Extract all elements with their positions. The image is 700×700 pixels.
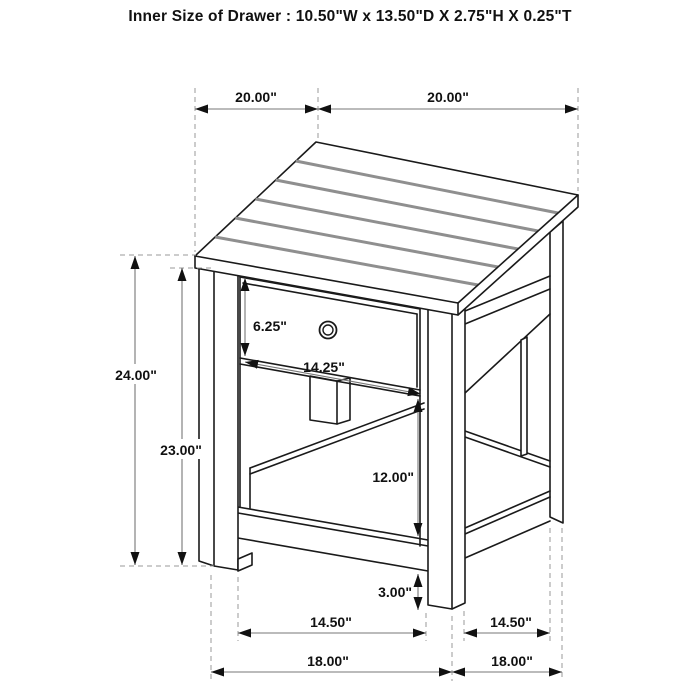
dim-side-leg-spacing: [464, 614, 550, 638]
dim-label-top-width-right: 20.00": [427, 89, 469, 105]
arrowhead-right: [537, 629, 550, 638]
arrowhead-left: [195, 105, 208, 114]
right-side-structure: [465, 276, 550, 558]
arrowhead-right: [565, 105, 578, 114]
side-shelf-apron-top: [465, 491, 550, 528]
dim-bottom-clearance: [378, 574, 422, 610]
dim-label-base-width-front: 18.00": [307, 653, 349, 669]
dim-label-front-leg-spacing: 14.50": [310, 614, 352, 630]
dim-label-top-width-left: 20.00": [235, 89, 277, 105]
front-left-leg: [199, 266, 252, 571]
diagram-title: Inner Size of Drawer : 10.50"W x 13.50"D X 2.75"H X 0.25"T: [128, 8, 572, 25]
dim-top-width-left: [195, 89, 318, 114]
shelf-back-edge-side-a: [465, 431, 550, 461]
arrowhead-up: [414, 574, 423, 587]
arrowhead-right: [305, 105, 318, 114]
tabletop: [195, 142, 578, 315]
back-right-leg: [550, 221, 563, 523]
arrowhead-right: [439, 668, 452, 677]
arrowhead-up: [178, 268, 187, 281]
shelf-front-rail-bottom: [238, 538, 428, 571]
arrowhead-up: [414, 399, 423, 412]
arrowhead-right: [549, 668, 562, 677]
arrowhead-left: [464, 629, 477, 638]
end-table-drawing: [195, 142, 578, 609]
dim-label-leg-height: 23.00": [160, 442, 202, 458]
dim-label-total-height: 24.00": [115, 367, 157, 383]
dim-base-depth-side: [452, 653, 562, 677]
dim-total-height: [108, 256, 164, 565]
front-left-leg-foot-side: [238, 553, 252, 571]
dim-label-drawer-width: 14.25": [303, 359, 345, 375]
shelf-front-rail-inner: [238, 513, 428, 546]
dim-label-shelf-opening: 12.00": [372, 469, 414, 485]
arrowhead-right: [413, 629, 426, 638]
front-right-leg: [428, 308, 465, 609]
dim-label-drawer-height: 6.25": [253, 318, 287, 334]
arrowhead-down: [414, 597, 423, 610]
arrowhead-left: [452, 668, 465, 677]
arrowhead-left: [211, 668, 224, 677]
dim-label-bottom-clearance: 3.00": [378, 584, 412, 600]
arrowhead-down: [241, 343, 250, 356]
back-center-post-side-view: [521, 337, 527, 456]
shelf-back-edge-side-b: [465, 437, 550, 467]
arrowhead-up: [131, 256, 140, 269]
drawer-ring-pull-outer: [320, 322, 337, 339]
drawer-ring-pull-inner: [323, 325, 333, 335]
arrowhead-left: [318, 105, 331, 114]
dim-label-side-leg-spacing: 14.50": [490, 614, 532, 630]
arrowhead-left: [238, 629, 251, 638]
arrowhead-upper-left: [245, 360, 259, 369]
shelf-front-rail-top: [238, 507, 428, 540]
dim-base-width-front: [211, 653, 452, 677]
arrowhead-down: [178, 552, 187, 565]
dim-top-width-right: [318, 89, 578, 114]
arrowhead-down: [414, 523, 423, 536]
dim-label-base-depth-side: 18.00": [491, 653, 533, 669]
dim-front-leg-spacing: [238, 614, 426, 638]
back-right-leg-shape: [550, 221, 563, 523]
side-shelf-apron-bottom: [465, 521, 550, 558]
side-shelf-apron-inner: [465, 497, 550, 534]
arrowhead-down: [131, 552, 140, 565]
front-left-leg-shape: [199, 266, 238, 570]
side-diagonal-edge: [465, 314, 550, 393]
front-right-leg-shape: [428, 308, 465, 609]
